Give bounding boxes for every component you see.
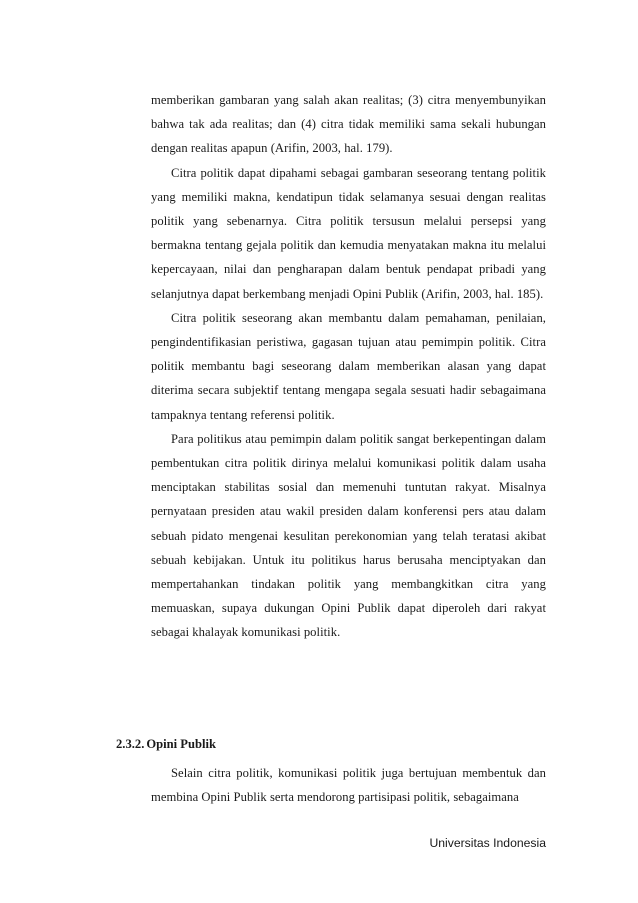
section-heading xyxy=(116,734,546,754)
body-text xyxy=(151,88,546,645)
section-body xyxy=(151,761,546,809)
paragraph-opini-publik-intro: Selain citra politik, komunikasi politik juga bertujuan membentuk dan membina Opini Publik serta mendorong partisipasi politik, sebagaimana xyxy=(151,766,546,805)
page-footer: Universitas Indonesia xyxy=(429,836,546,850)
paragraph-citra-politik-function: Citra politik seseorang akan membantu dalam pemahaman, penilaian, pengindentifikasian peristiwa, gagasan tujuan atau pemimpin politik. Citra politik membantu bagi seseorang dalam memberikan alasan yang dapat diterima secara subjektif tentang mengapa segala sesuati hadir sebagaimana tampaknya tentang referensi politik. xyxy=(151,310,546,422)
paragraph-politikus: Para politikus atau pemimpin dalam politik sangat berkepentingan dalam pembentukan citra politik dirinya melalui komunikasi politik dalam usaha menciptakan stabilitas sosial dan memenuhi tuntutan rakyat. Misalnya pernyataan presiden atau wakil presiden dalam konferensi pers atau dalam sebuah pidato mengenai kesulitan perekonomian yang telah teratasi akibat sebuah kebijakan. Untuk itu politikus harus berusaha menciptyakan dan mempertahankan tindakan politik yang membangkitkan citra yang memuaskan, supaya dukungan Opini Publik dapat diperoleh dari rakyat sebagai khalayak komunikasi politik. xyxy=(151,431,546,640)
paragraph-citra-politik-definition: Citra politik dapat dipahami sebagai gambaran seseorang tentang politik yang memiliki makna, kendatipun tidak selamanya sesuai dengan realitas politik yang sebenarnya. Citra politik tersusun melalui persepsi yang bermakna tentang gejala politik dan kemudia menyatakan makna itu melalui kepercayaan, nilai dan pengharapan dalam bentuk pendapat pribadi yang selanjutnya dapat berkembang menjadi Opini Publik (Arifin, 2003, hal. 185). xyxy=(151,165,546,301)
section-title: Opini Publik xyxy=(146,737,216,751)
section-number: 2.3.2. xyxy=(116,737,145,751)
paragraph-continuation: memberikan gambaran yang salah akan realitas; (3) citra menyembunyikan bahwa tak ada realitas; dan (4) citra tidak memiliki sama sekali hubungan dengan realitas apapun (Arifin, 2003, hal. 179). xyxy=(151,93,546,156)
